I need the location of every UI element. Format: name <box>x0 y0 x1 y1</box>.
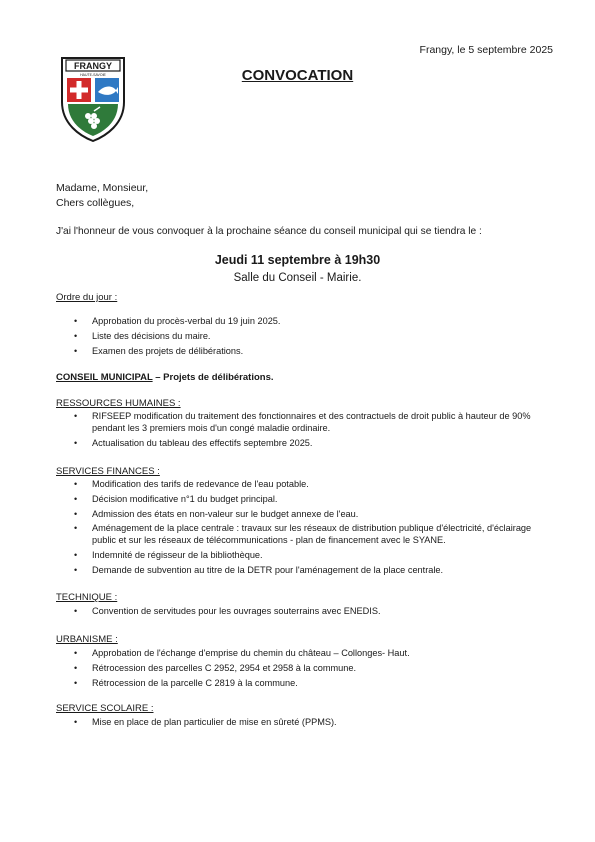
finances-list <box>56 479 536 580</box>
section-heading-technique: TECHNIQUE : <box>56 592 118 603</box>
document-date: Frangy, le 5 septembre 2025 <box>419 44 553 56</box>
list-item: • Demande de subvention au titre de la DETR pour l'aménagement de la place centrale. <box>56 565 536 577</box>
list-item: • Rétrocession des parcelles C 2952, 2954 et 2958 à la commune. <box>56 663 536 675</box>
section-heading-urbanisme: URBANISME : <box>56 634 118 645</box>
agenda-heading: Ordre du jour : <box>56 292 118 303</box>
list-item: • Rétrocession de la parcelle C 2819 à la commune. <box>56 678 536 690</box>
logo-name-text: FRANGY <box>74 61 112 71</box>
council-heading-part-2: – Projets de délibérations. <box>152 372 274 383</box>
list-item: • Aménagement de la place centrale : travaux sur les réseaux de distribution publique d'électricité, d'éclairage public et sur les réseaux de télécommunications - plan de financement avec le SYANE. <box>56 523 536 547</box>
document-title: CONVOCATION <box>241 67 354 84</box>
list-item: • Actualisation du tableau des effectifs septembre 2025. <box>56 438 536 450</box>
logo-subtitle-text: HAUTE-SAVOIE <box>80 73 106 77</box>
meeting-date: Jeudi 11 septembre à 19h30 <box>214 253 381 267</box>
agenda-list <box>56 316 536 360</box>
intro-paragraph: J'ai l'honneur de vous convoquer à la prochaine séance du conseil municipal qui se tiendra le : <box>56 226 482 237</box>
list-item: • Admission des états en non-valeur sur le budget annexe de l'eau. <box>56 509 536 521</box>
list-item: • Indemnité de régisseur de la bibliothèque. <box>56 550 536 562</box>
technique-list <box>56 606 536 621</box>
meeting-place: Salle du Conseil - Mairie. <box>233 272 362 284</box>
list-item: • Décision modificative n°1 du budget principal. <box>56 494 536 506</box>
rh-list <box>56 411 536 452</box>
list-item: • Examen des projets de délibérations. <box>56 346 536 358</box>
list-item: • RIFSEEP modification du traitement des fonctionnaires et des contractuels de droit public à hauteur de 90% pendant les 3 premiers mois d'un congé maladie ordinaire. <box>56 411 536 435</box>
urbanisme-list <box>56 648 536 692</box>
list-item: • Convention de servitudes pour les ouvrages souterrains avec ENEDIS. <box>56 606 536 618</box>
list-item: • Approbation du procès-verbal du 19 juin 2025. <box>56 316 536 328</box>
scolaire-list <box>56 717 536 732</box>
list-item: • Approbation de l'échange d'emprise du chemin du château – Collonges- Haut. <box>56 648 536 660</box>
greeting-line-1: Madame, Monsieur, <box>56 182 149 194</box>
greeting-line-2: Chers collègues, <box>56 197 135 209</box>
list-item: • Liste des décisions du maire. <box>56 331 536 343</box>
council-heading-part-1: CONSEIL MUNICIPAL <box>56 372 153 383</box>
list-item: • Modification des tarifs de redevance de l'eau potable. <box>56 479 536 491</box>
list-item: • Mise en place de plan particulier de mise en sûreté (PPMS). <box>56 717 536 729</box>
section-heading-rh: RESSOURCES HUMAINES : <box>56 398 181 409</box>
section-heading-scolaire: SERVICE SCOLAIRE : <box>56 703 154 714</box>
section-heading-finances: SERVICES FINANCES : <box>56 466 160 477</box>
council-heading <box>56 372 274 383</box>
